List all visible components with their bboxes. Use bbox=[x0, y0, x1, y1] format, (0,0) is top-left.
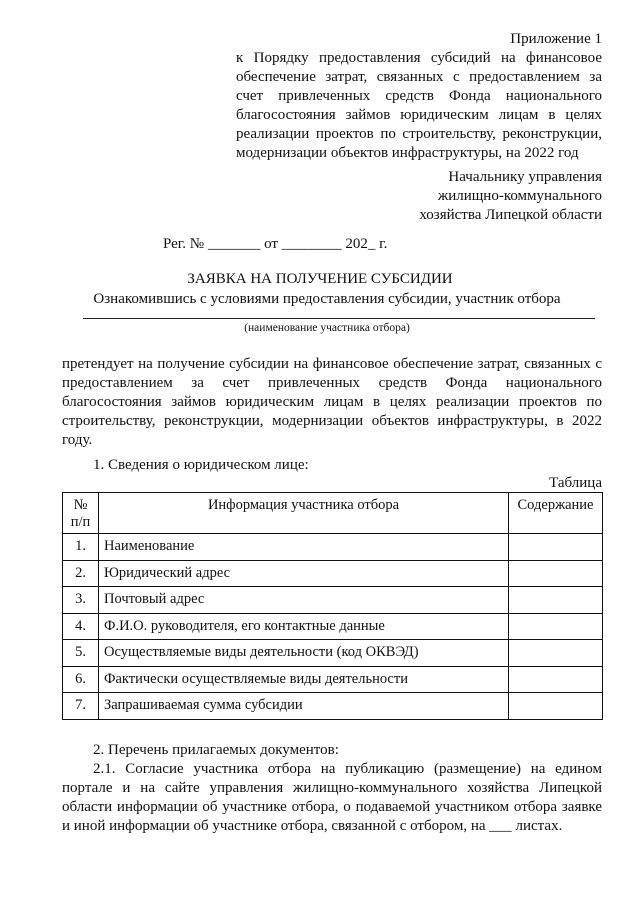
table-caption: Таблица bbox=[549, 475, 602, 491]
item-2-1-paragraph: 2.1. Согласие участника отбора на публикацию (размещение) на едином портале и на сайте управления жилищно-коммунального хозяйства Липецкой области информации об участнике отбора, о подаваемой участником отбора заявке и иной информации об участнике отбора, связанной с отбором, на ___ листах. bbox=[62, 761, 602, 834]
row-number: 4. bbox=[63, 613, 99, 640]
row-number: 2. bbox=[63, 560, 99, 587]
document-title: ЗАЯВКА НА ПОЛУЧЕНИЕ СУБСИДИИ bbox=[187, 271, 453, 287]
row-info: Осуществляемые виды деятельности (код ОКВЭД) bbox=[99, 640, 509, 667]
row-number: 7. bbox=[63, 693, 99, 720]
row-info: Юридический адрес bbox=[99, 560, 509, 587]
row-info: Почтовый адрес bbox=[99, 587, 509, 614]
table-row bbox=[63, 560, 603, 587]
row-content-cell[interactable] bbox=[509, 640, 603, 667]
appendix-reference: к Порядку предоставления субсидий на финансовое обеспечение затрат, связанных с предоставлением за счет привлеченных средств Фонда национального благосостояния займов юридическим лицам в целях реализации проектов по строительству, реконструкции, модернизации объектов инфраструктуры, на 2022 год bbox=[236, 50, 602, 161]
addressee-block bbox=[0, 168, 602, 225]
addressee-line: хозяйства Липецкой области bbox=[419, 207, 602, 223]
table-row bbox=[63, 640, 603, 667]
header-number: № п/п bbox=[63, 493, 99, 534]
legal-entity-table bbox=[62, 492, 603, 720]
table-row bbox=[63, 587, 603, 614]
row-number: 6. bbox=[63, 666, 99, 693]
header-info: Информация участника отбора bbox=[99, 493, 509, 534]
row-content-cell[interactable] bbox=[509, 534, 603, 561]
table-row bbox=[63, 534, 603, 561]
registration-line: Рег. № _______ от ________ 202_ г. bbox=[163, 236, 388, 252]
row-info: Запрашиваемая сумма субсидии bbox=[99, 693, 509, 720]
table-row bbox=[63, 693, 603, 720]
claim-paragraph: претендует на получение субсидии на финансовое обеспечение затрат, связанных с предоставлением за счет привлеченных средств Фонда национального благосостояния займов юридическим лицам в целях реализации проектов по строительству, реконструкции, модернизации объектов инфраструктуры, в 2022 году. bbox=[62, 356, 602, 448]
header-content: Содержание bbox=[509, 493, 603, 534]
row-info: Фактически осуществляемые виды деятельности bbox=[99, 666, 509, 693]
addressee-line: Начальнику управления bbox=[448, 169, 602, 185]
table-header-row bbox=[63, 493, 603, 534]
row-content-cell[interactable] bbox=[509, 587, 603, 614]
row-content-cell[interactable] bbox=[509, 560, 603, 587]
appendix-label: Приложение 1 bbox=[510, 31, 602, 47]
intro-text: Ознакомившись с условиями предоставления субсидии, участник отбора bbox=[93, 291, 561, 307]
row-content-cell[interactable] bbox=[509, 613, 603, 640]
participant-name-line bbox=[83, 318, 595, 319]
section-2-heading: 2. Перечень прилагаемых документов: bbox=[93, 742, 339, 758]
row-content-cell[interactable] bbox=[509, 666, 603, 693]
addressee-line: жилищно-коммунального bbox=[437, 188, 602, 204]
row-content-cell[interactable] bbox=[509, 693, 603, 720]
participant-name-caption: (наименование участника отбора) bbox=[244, 322, 410, 334]
row-number: 1. bbox=[63, 534, 99, 561]
row-number: 3. bbox=[63, 587, 99, 614]
table-row bbox=[63, 666, 603, 693]
section-1-heading: 1. Сведения о юридическом лице: bbox=[93, 457, 309, 473]
table-row bbox=[63, 613, 603, 640]
row-number: 5. bbox=[63, 640, 99, 667]
row-info: Наименование bbox=[99, 534, 509, 561]
row-info: Ф.И.О. руководителя, его контактные данные bbox=[99, 613, 509, 640]
